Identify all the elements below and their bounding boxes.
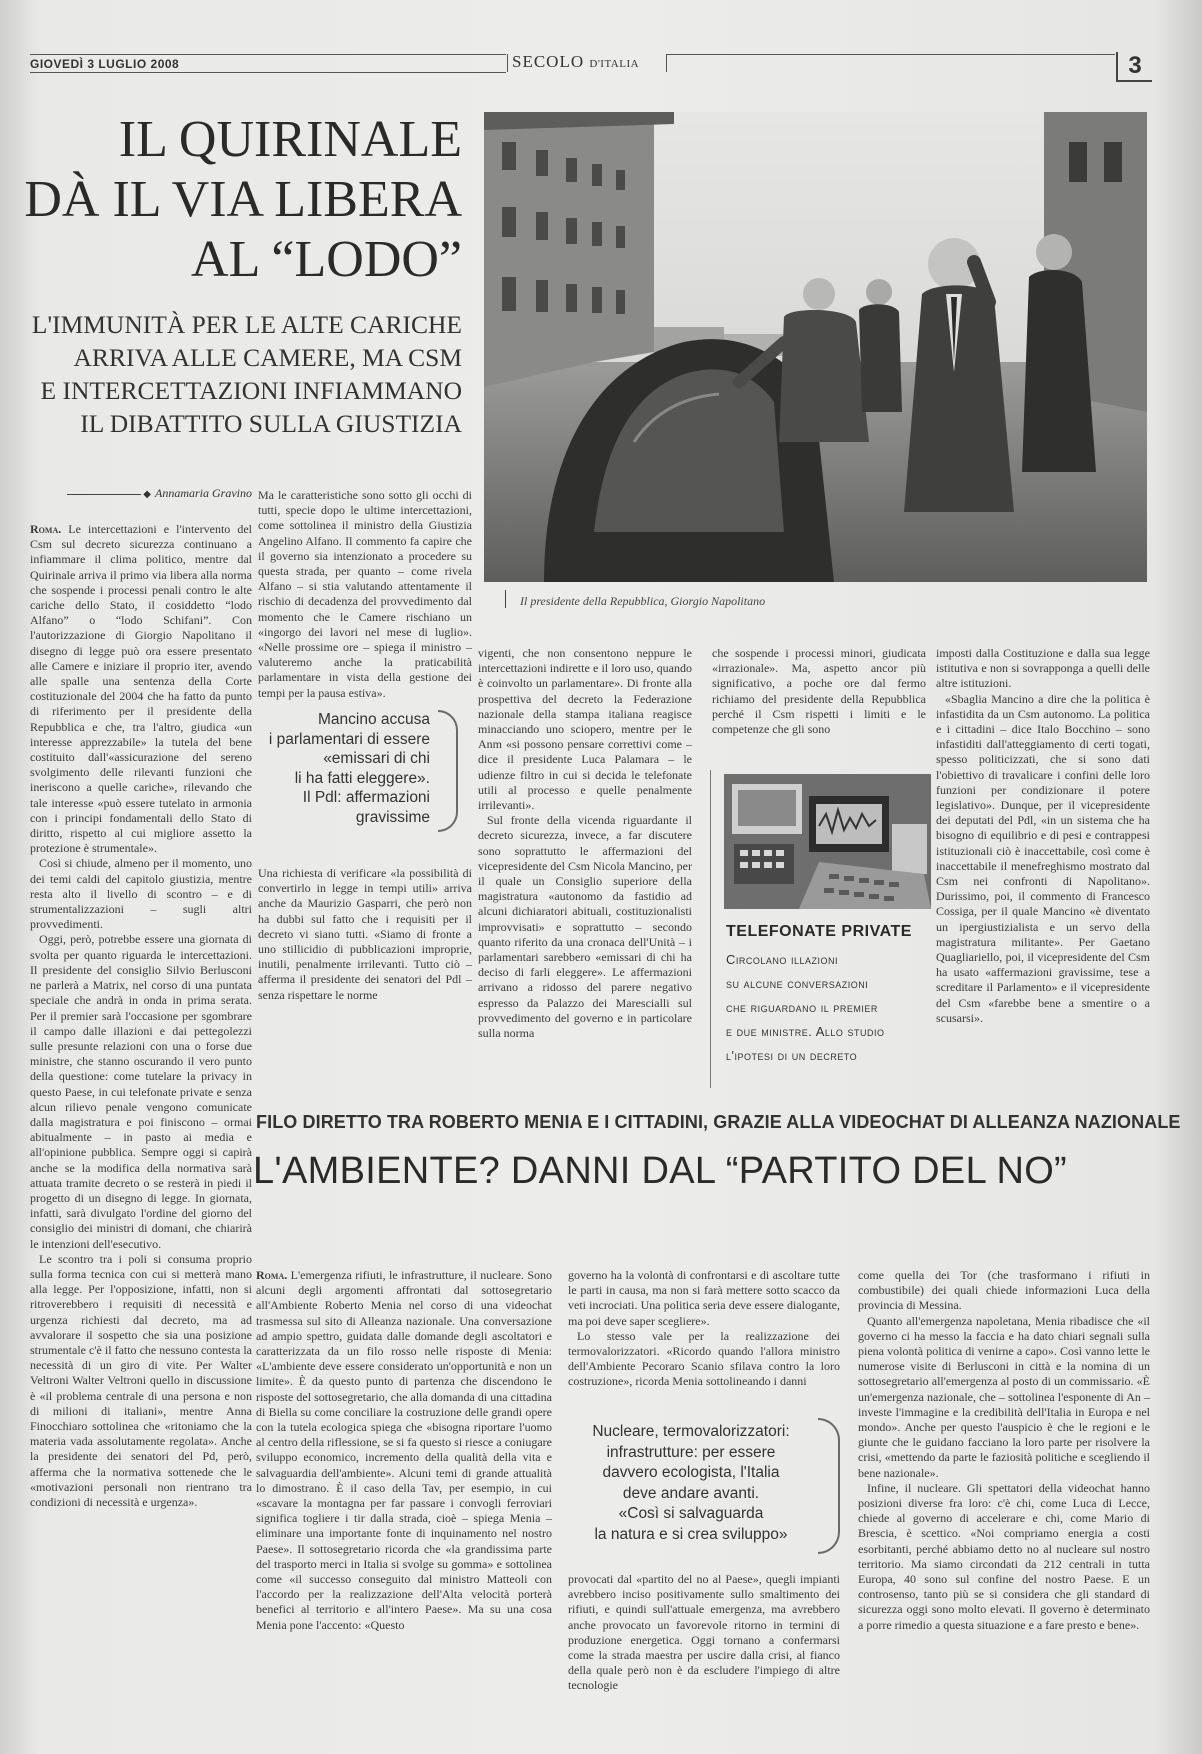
box-line: Circolano illazioni bbox=[726, 952, 839, 967]
article1-column-2-bottom bbox=[258, 866, 472, 1082]
pullquote-line: infrastrutture: per essere bbox=[606, 1443, 776, 1461]
pullquote-line: Nucleare, termovalorizzatori: bbox=[592, 1423, 790, 1440]
subhead-line: IL DIBATTITO SULLA GIUSTIZIA bbox=[80, 409, 462, 438]
byline bbox=[30, 486, 252, 501]
paragraph: Oggi, però, potrebbe essere una giornata di svolta per quanto riguarda le intercettazioni. Il presidente del consiglio Silvio Berlusconi ne parlerà a Matrix, nel corso di una puntata speciale che andrà in onda in prima serata. Per il premier sarà l'occasione per sgombrare il campo dalle illazioni e dai pettegolezzi sulle presunte relazioni con una o forse due ministre, che stanno oscurando il vero punto della questione: come tutelare la privacy in questo Paese, in cui telefonate private e senza alcun rilievo penale vengono comunicate dalla magistratura e poi finiscono – ormai abitualmente – in pasto ai media e all'opinione pubblica. Sempre oggi si capirà anche se la modifica della normativa sarà attuata tramite decreto o se resterà in piedi il progetto di un disegno di legge. In giornata, infatti, sarà divulgato l'ordine del giorno del consiglio dei ministri di domani, che chiarirà le intenzioni dell'esecutivo. bbox=[30, 932, 252, 1251]
paragraph: Lo stesso vale per la realizzazione dei termovalorizzatori. «Ricordo quando l'allora ministro dell'Ambiente Pecoraro Scanio sfilava contro la loro costruzione», ricorda Menia sottolineando i danni bbox=[568, 1328, 840, 1389]
wiretap-equipment-illustration bbox=[724, 774, 931, 909]
caption-bar bbox=[505, 590, 506, 608]
header-tick-right bbox=[666, 54, 667, 72]
paragraph: provocati dal «partito del no al Paese», quegli impianti avrebbero inciso positivamente sullo smaltimento dei rifiuti, e quindi sull'attuale emergenza, ma avrebbero anche provocato un favorevole ritorno in termini di produzione energetica. Oggi tornano a confermarsi come la strada maestra per uscire dalla crisi, al fianco della quale però non è da escludere l'impiego di altre tecnologie bbox=[568, 1572, 840, 1693]
paragraph: vigenti, che non consentono neppure le intercettazioni indirette e il loro uso, quando è coinvolto un parlamentare». Di fronte alla prospettiva del decreto la Federazione nazionale della stampa italiana reagisce minacciando uno sciopero, mentre per le Anm «si possono pensare correttivi come – dice il presidente Luca Palamara – le udienze filtro in cui si decida le telefonate utili al processo e quelle penalmente irrilevanti». bbox=[478, 646, 692, 813]
box-line: che riguardano il premier bbox=[726, 1000, 878, 1015]
header-tick-left bbox=[507, 54, 508, 72]
masthead-small: D'ITALIA bbox=[589, 58, 640, 70]
pullquote-nucleare bbox=[566, 1422, 816, 1545]
box-line: su alcune conversazioni bbox=[726, 976, 869, 991]
pullquote-line: «emissari di chi bbox=[323, 750, 430, 767]
page-number: 3 bbox=[1116, 52, 1152, 82]
photo-caption: Il presidente della Repubblica, Giorgio Napolitano bbox=[520, 594, 766, 608]
paragraph: Sul fronte della vicenda riguardante il decreto sicurezza, invece, a far discutere sono soprattutto le affermazioni del vicepresidente del Csm Nicola Mancino, per il quale un Consiglio superiore della magistratura «autonomo da fastidio ad alcuni dichiaratori abituali, costituzionalisti improvvisati» e soprattutto – secondo quanto riferito da una cronaca dell'Unità – i parlamentari sarebbero «emissari di chi ha deciso di farli eleggere». Le affermazioni arrivano a ridosso del parere negativo espresso da Palazzo dei Marescialli sul provvedimento del governo e in particolare sulla norma bbox=[478, 813, 692, 1041]
pullquote-line: deve andare avanti. bbox=[622, 1484, 760, 1502]
photo-napolitano-illustration bbox=[484, 112, 1147, 582]
pullquote-brace bbox=[818, 1418, 840, 1554]
paragraph: imposti dalla Costituzione e dalla sua legge istitutiva e non si sovrapponga a quelli delle altre istituzioni. bbox=[936, 646, 1150, 691]
box-line: l'ipotesi di un decreto bbox=[726, 1048, 858, 1063]
dateline: Roma. bbox=[30, 522, 62, 536]
article2-kicker: FILO DIRETTO TRA ROBERTO MENIA E I CITTADINI, GRAZIE ALLA VIDEOCHAT DI ALLEANZA NAZIONALE bbox=[256, 1112, 1181, 1132]
paragraph: Ma le caratteristiche sono sotto gli occhi di tutti, specie dopo le ultime intercettazioni, come sottolinea il ministro della Giustizia Angelino Alfano. Il commento fa capire che il governo sia intenzionato a procedere su questa strada, per quanto – come rivela Alfano – si stia valutando attentamente il rischio di decadenza del provvedimento dal momento che le Camere rischiano un «ingorgo dei lavori nel mese di luglio». «Nelle prossime ore – spiega il ministro – valuteremo anche la praticabilità parlamentare in vista della gestione dei tempi per la pausa estiva». bbox=[258, 488, 472, 700]
headline-line: AL “LODO” bbox=[191, 231, 462, 288]
paragraph: che sospende i processi minori, giudicata «irrazionale». Ma, aspetto ancor più significativo, a poche ore dal fermo richiamo del presidente della Repubblica perché il Csm rispetti i limiti e le competenze che gli sono bbox=[712, 646, 926, 737]
article1-column-1 bbox=[30, 522, 252, 1744]
article2-headline: L'AMBIENTE? DANNI DAL “PARTITO DEL NO” bbox=[253, 1150, 1068, 1192]
masthead-main: SECOLO bbox=[512, 52, 585, 71]
pullquote-line: davvero ecologista, l'Italia bbox=[602, 1464, 780, 1481]
headline-line: DÀ IL VIA LIBERA bbox=[24, 171, 462, 228]
article2-column-2-bottom bbox=[568, 1572, 840, 1738]
paragraph bbox=[30, 522, 252, 856]
pullquote-line: la natura e si crea sviluppo» bbox=[594, 1525, 788, 1543]
pullquote-line: gravissime bbox=[355, 808, 430, 826]
paragraph-text: L'emergenza rifiuti, le infrastrutture, il nucleare. Sono alcuni degli argomenti affrontati dal sottosegretario all'Ambiente Roberto Menia nel corso di una videochat trasmessa sul sito di Alleanza nazionale. Una conversazione ad ampio spettro, guidata dalle domande degli ascoltatori e caratterizzata da un filo rosso nelle risposte di Menia: «L'ambiente deve essere considerato un'opportunità e non un limite». È da questo punto di partenza che discendono le risposte del sottosegretario, che alla domanda di una cittadina di Biella su come conciliare la costruzione delle grandi opere con la tutela ecologica spiega che «bisogna riportare l'uomo al centro della riflessione, se si fa questo si riesce a coniugare sviluppo economico, incremento della qualità della vita e salvaguardia dell'ambiente». Alcuni temi di grande attualità lo dimostrano. È il caso della Tav, per esempio, in cui «scavare la montagna per far passare i convogli ferroviari significa togliere i tir dalla strada, cioè – spiega Menia – eliminare una importante fonte di inquinamento nel nostro Paese». Il sottosegretario ricorda che «la grandissima parte del trasporto merci in Italia si svolge su gomma» e sottolinea come «il successo conseguito dal ministro Matteoli con l'accordo per la realizzazione dell'Alta velocità porterà benefici al territorio e all'intero Paese». Ma su una cosa Menia pone l'accento: «Questo bbox=[256, 1268, 553, 1632]
byline-author: Annamaria Gravino bbox=[155, 486, 252, 500]
pullquote-mancino bbox=[262, 710, 430, 827]
main-photo bbox=[484, 112, 1147, 582]
dateline: Roma. bbox=[256, 1268, 288, 1282]
box-divider bbox=[710, 770, 711, 1088]
paragraph: Quanto all'emergenza napoletana, Menia ribadisce che «il governo ci ha messo la faccia e ha dato chiari segnali sulla piena volontà politica di venirne a capo». Così vanno lette le numerose visite di Berlusconi in città e la nomina di un sottosegretario all'emergenza al posto di un commissario. «È un'emergenza nazionale, che – sottolinea l'esponente di An – investe l'immagine e la credibilità dell'Italia in Europa e nel mondo». Anche per questo l'auspicio è che le regioni e le giunte che le guidano facciano la loro parte per risolvere la crisi, «mettendo da parte le faziosità politiche e scegliendo il bene nazionale». bbox=[858, 1313, 1150, 1480]
paragraph: Infine, il nucleare. Gli spettatori della videochat hanno posizioni diverse fra loro: c'è chi, come Luca di Lecce, chiede al governo di accelerare e chi, come Mario di Brescia, è scettico. «Noi compriamo energia a costi esorbitanti, perché abbiamo detto no al nucleare sul nostro territorio. Ma siamo circondati da 212 centrali in tutta Europa, 40 sono sul confine del nostro Paese. E un controsenso, tanto più se si considera che gli standard di sicurezza oggi sono molto elevati. Il governo è determinato a porre rimedio a questa situazione e a fare presto e bene». bbox=[858, 1480, 1150, 1632]
box-summary bbox=[726, 948, 946, 1068]
subhead-line: ARRIVA ALLE CAMERE, MA CSM bbox=[73, 343, 462, 372]
pullquote-line: Il Pdl: affermazioni bbox=[302, 789, 430, 806]
article1-column-2-top bbox=[258, 488, 472, 700]
paragraph-text: Le intercettazioni e l'intervento del Csm sul decreto sicurezza continuano a infiammare il clima politico, mentre dal Quirinale arriva il primo via libera alla norma che sospende i processi penali contro le alte cariche dello Stato, il cosiddetto “lodo Alfano” o “lodo Schifani”. Con l'autorizzazione di Giorgio Napolitano il disegno di legge può ora essere presentato alle Camere e iniziare il proprio iter, avendo alle spalle una sentenza della Corte costituzionale del 2004 che ha fatto da punto di riferimento per il presidente della Repubblica e che, tra l'altro, giudica «un interesse apprezzabile» la tutela del bene costituito dall'«assicurazione del sereno svolgimento delle rilevanti funzioni che ineriscono a quelle cariche», rilevando che tale interesse «può essere tutelato in armonia con i principi fondamentali dello Stato di diritto, rispetto al cui migliore assetto la protezione è strumentale». bbox=[30, 522, 253, 856]
paragraph: Le scontro tra i poli si consuma proprio sulla forma tecnica con cui si metterà mano alla legge. Per l'opposizione, infatti, non si ritroverebbero i requisiti di necessità e urgenza richiesti dal decreto, ma ad avvalorare il sospetto che sia una posizione strumentale c'è il fatto che nessuno contesta la necessità di un giro di vite. Per Walter Veltroni Walter Veltroni quello in discussione è «il problema centrale di una persona e non di milioni di italiani», mentre Anna Finocchiaro sottolinea che «ritoniamo che la materia vada assolutamente regolata». Anche la presidente dei senatori del Pd, però, afferma che la normativa sottenede che le «motivazioni personali non rientrano tra condizioni di necessità e urgenza». bbox=[30, 1251, 252, 1509]
pullquote-line: li ha fatti eleggere». bbox=[294, 769, 430, 787]
subheadline bbox=[2, 308, 462, 440]
article2-column-3 bbox=[858, 1268, 1150, 1738]
subhead-line: L'IMMUNITÀ PER LE ALTE CARICHE bbox=[31, 310, 462, 339]
byline-rule bbox=[67, 494, 141, 495]
paragraph: governo ha la volontà di confrontarsi e di ascoltare tutte le parti in causa, ma non si farà mettere sotto scacco da veti incrociati. Una politica seria deve essere dialogante, ma poi deve saper scegliere». bbox=[568, 1268, 840, 1328]
pullquote-brace bbox=[438, 710, 458, 832]
paragraph: Una richiesta di verificare «la possibilità di convertirlo in legge in tempi utili» arriva anche da Maurizio Gasparri, che però non ha dubbi sul fatto che i requisiti per il decreto vi siano tutti. «Siamo di fronte a uno stillicidio di pubblicazioni improprie, inutili, penalmente irrilevanti. Tutto ciò – afferma il presidente dei senatori del Pdl – senza rispettare le norme bbox=[258, 866, 472, 1002]
pullquote-line: Mancino accusa bbox=[317, 711, 430, 728]
article2-column-2-top bbox=[568, 1268, 840, 1390]
header-rule-left-bottom bbox=[30, 72, 506, 73]
subhead-line: E INTERCETTAZIONI INFIAMMANO bbox=[40, 376, 462, 405]
pullquote-line: «Così si salvaguarda bbox=[618, 1505, 764, 1522]
box-title: TELEFONATE PRIVATE bbox=[726, 923, 912, 940]
paragraph: Così si chiude, almeno per il momento, uno dei temi caldi del capitolo giustizia, mentre resta alto il livello di scontro – e di strumentalizzazioni – sugli altri provvedimenti. bbox=[30, 856, 252, 932]
article1-column-5 bbox=[936, 646, 1150, 1082]
paragraph: «Sbaglia Mancino a dire che la politica è infastidita da un Csm autonomo. La politica e i cittadini – dice Italo Bocchino – sono infastiditi dall'atteggiamento di certi togati, spesso politicizzati, che si sono dati l'obiettivo di travalicare i confini delle loro funzioni per condizionare il potere legislativo». Dunque, per il vicepresidente dei deputati del Pdl, «in un sistema che ha bisogno di equilibrio e di pesi e contrappesi istituzionali ciò è inaccettabile, così come è inaccettabile il menefreghismo mostrato dal Csm nei confronti di Napolitano». Durissimo, poi, il commento di Francesco Cossiga, per il quale Mancino «è diventato un ipergiustizialista e un servo della magistratura militante». Per Gaetano Quagliariello, poi, il vicepresidente del Csm ha usato «affermazioni gravissime, tese a screditare il Parlamento» e il vicepresidente del Csm «farebbe bene a smentire o a scusarsi». bbox=[936, 691, 1150, 1025]
paragraph: come quella dei Tor (che trasformano i rifiuti in combustibile) dei quali chiede informazioni Luca della provincia di Messina. bbox=[858, 1268, 1150, 1313]
article2-column-1 bbox=[256, 1268, 552, 1738]
article1-column-3 bbox=[478, 646, 692, 1082]
box-photo bbox=[724, 774, 931, 909]
masthead bbox=[512, 52, 639, 72]
paragraph bbox=[256, 1268, 552, 1633]
headline-line: IL QUIRINALE bbox=[118, 111, 462, 168]
box-line: e due ministre. Allo studio bbox=[726, 1024, 885, 1039]
pullquote-line: i parlamentari di essere bbox=[268, 730, 430, 748]
header-rule-left bbox=[30, 54, 506, 55]
header-rule-right bbox=[667, 54, 1115, 55]
main-headline bbox=[22, 110, 462, 290]
diamond-icon: ◆ bbox=[143, 489, 151, 500]
issue-date: GIOVEDÌ 3 LUGLIO 2008 bbox=[30, 57, 180, 71]
article1-column-4-top bbox=[712, 646, 926, 754]
